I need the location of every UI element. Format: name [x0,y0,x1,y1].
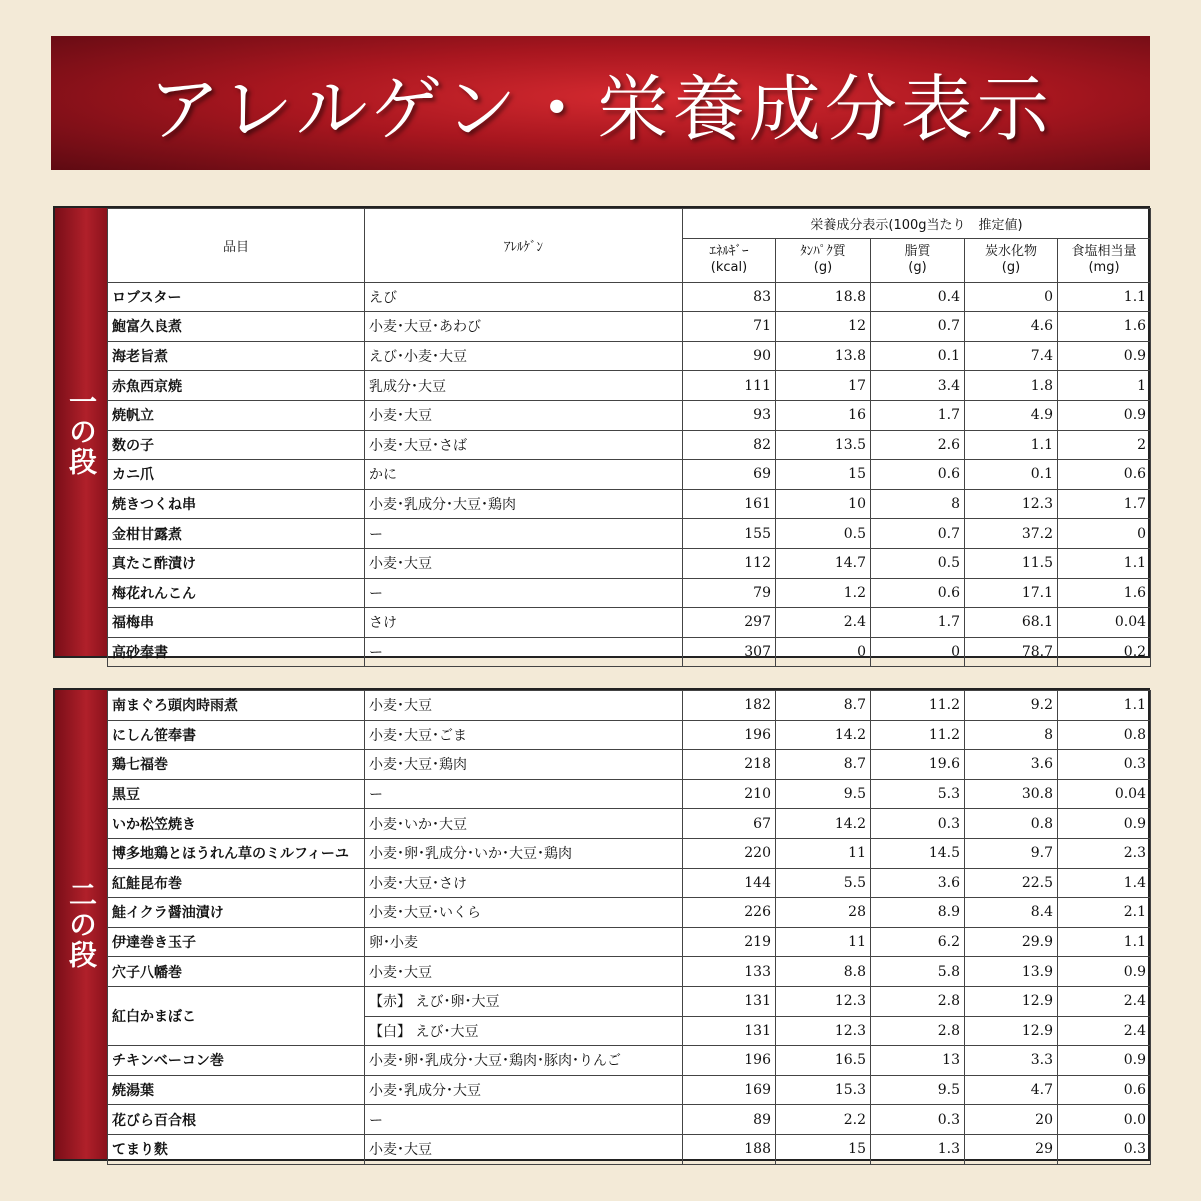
carb-cell: 9.2 [965,691,1058,721]
salt-cell: 0 [1058,519,1151,549]
fat-cell: 11.2 [871,691,965,721]
allergen-cell: 【赤】 えび･卵･大豆 [365,986,683,1016]
protein-cell: 8.7 [776,691,871,721]
salt-cell: 0.8 [1058,720,1151,750]
allergen-cell: 小麦･卵･乳成分･大豆･鶏肉･豚肉･りんご [365,1046,683,1076]
item-name: いか松笠焼き [108,809,365,839]
table-row [108,430,1151,460]
protein-cell: 9.5 [776,779,871,809]
carb-cell: 8.4 [965,898,1058,928]
table-row [108,986,1151,1016]
salt-cell: 0.3 [1058,1134,1151,1164]
salt-cell: 2.4 [1058,1016,1151,1046]
item-name: 梅花れんこん [108,578,365,608]
energy-cell: 161 [683,489,776,519]
carb-cell: 9.7 [965,838,1058,868]
item-name: 花びら百合根 [108,1105,365,1135]
header-salt: 食塩相当量 (mg) [1058,238,1151,282]
allergen-cell: 小麦･いか･大豆 [365,809,683,839]
section-ni [53,688,1150,1161]
protein-cell: 12 [776,312,871,342]
carb-cell: 12.3 [965,489,1058,519]
salt-cell: 1.1 [1058,927,1151,957]
salt-cell: 1.1 [1058,548,1151,578]
salt-cell: 1.6 [1058,312,1151,342]
energy-cell: 131 [683,1016,776,1046]
allergen-cell: 【白】 えび･大豆 [365,1016,683,1046]
protein-cell: 16.5 [776,1046,871,1076]
carb-cell: 78.7 [965,637,1058,667]
allergen-cell: ー [365,637,683,667]
protein-cell: 28 [776,898,871,928]
allergen-cell: えび･小麦･大豆 [365,341,683,371]
salt-cell: 1.4 [1058,868,1151,898]
fat-cell: 0.6 [871,578,965,608]
allergen-cell: ー [365,578,683,608]
carb-cell: 4.9 [965,400,1058,430]
allergen-cell: 小麦･卵･乳成分･いか･大豆･鶏肉 [365,838,683,868]
item-name: 真たこ酢漬け [108,548,365,578]
energy-cell: 71 [683,312,776,342]
protein-cell: 15 [776,460,871,490]
energy-cell: 90 [683,341,776,371]
nutrition-table-ni [107,690,1151,1165]
item-name: にしん笹奉書 [108,720,365,750]
energy-cell: 133 [683,957,776,987]
allergen-cell: 小麦･大豆 [365,957,683,987]
item-name: 焼帆立 [108,400,365,430]
table-row [108,578,1151,608]
energy-cell: 226 [683,898,776,928]
salt-cell: 2.4 [1058,986,1151,1016]
carb-cell: 0.8 [965,809,1058,839]
table-row [108,868,1151,898]
fat-cell: 0 [871,637,965,667]
protein-cell: 11 [776,927,871,957]
allergen-cell: 小麦･乳成分･大豆 [365,1075,683,1105]
salt-cell: 0.6 [1058,1075,1151,1105]
energy-cell: 89 [683,1105,776,1135]
salt-cell: 0.6 [1058,460,1151,490]
energy-cell: 131 [683,986,776,1016]
energy-cell: 69 [683,460,776,490]
table-row [108,282,1151,312]
salt-cell: 0.2 [1058,637,1151,667]
table-row [108,720,1151,750]
energy-cell: 307 [683,637,776,667]
allergen-cell: 小麦･大豆 [365,548,683,578]
protein-cell: 8.7 [776,750,871,780]
carb-cell: 12.9 [965,986,1058,1016]
table-row [108,691,1151,721]
allergen-cell: 小麦･大豆･鶏肉 [365,750,683,780]
item-name: 数の子 [108,430,365,460]
fat-cell: 8 [871,489,965,519]
fat-cell: 0.3 [871,809,965,839]
fat-cell: 3.6 [871,868,965,898]
carb-cell: 22.5 [965,868,1058,898]
table-row [108,341,1151,371]
header-allergen: ｱﾚﾙｹﾞﾝ [365,209,683,283]
carb-cell: 0 [965,282,1058,312]
energy-cell: 169 [683,1075,776,1105]
carb-cell: 12.9 [965,1016,1058,1046]
carb-cell: 11.5 [965,548,1058,578]
fat-cell: 0.7 [871,312,965,342]
carb-cell: 4.6 [965,312,1058,342]
page-title: アレルゲン・栄養成分表示 [148,67,1053,151]
protein-cell: 14.7 [776,548,871,578]
fat-cell: 0.4 [871,282,965,312]
protein-cell: 12.3 [776,1016,871,1046]
fat-cell: 5.3 [871,779,965,809]
carb-cell: 1.1 [965,430,1058,460]
fat-cell: 1.7 [871,400,965,430]
salt-cell: 1.7 [1058,489,1151,519]
table-row [108,957,1151,987]
energy-cell: 220 [683,838,776,868]
item-name: 海老旨煮 [108,341,365,371]
allergen-cell: 小麦･大豆･いくら [365,898,683,928]
allergen-cell: ー [365,519,683,549]
fat-cell: 3.4 [871,371,965,401]
protein-cell: 12.3 [776,986,871,1016]
protein-cell: 17 [776,371,871,401]
carb-cell: 1.8 [965,371,1058,401]
item-name: 高砂奉書 [108,637,365,667]
carb-cell: 4.7 [965,1075,1058,1105]
carb-cell: 68.1 [965,608,1058,638]
header-carb: 炭水化物 (g) [965,238,1058,282]
item-name: 博多地鶏とほうれん草のミルフィーユ [108,838,365,868]
protein-cell: 2.2 [776,1105,871,1135]
section-ichi [53,206,1150,662]
fat-cell: 9.5 [871,1075,965,1105]
energy-cell: 112 [683,548,776,578]
fat-cell: 0.1 [871,341,965,371]
table-row [108,519,1151,549]
header-protein: ﾀﾝﾊﾟｸ質 (g) [776,238,871,282]
title-banner [51,36,1150,170]
table-body-ichi [108,282,1151,667]
item-name: 金柑甘露煮 [108,519,365,549]
carb-cell: 37.2 [965,519,1058,549]
item-name: 黒豆 [108,779,365,809]
item-name: 焼湯葉 [108,1075,365,1105]
item-name: カニ爪 [108,460,365,490]
energy-cell: 155 [683,519,776,549]
salt-cell: 0.9 [1058,400,1151,430]
protein-cell: 15 [776,1134,871,1164]
salt-cell: 0.9 [1058,809,1151,839]
carb-cell: 17.1 [965,578,1058,608]
fat-cell: 2.8 [871,986,965,1016]
item-name: 南まぐろ頭肉時雨煮 [108,691,365,721]
salt-cell: 2 [1058,430,1151,460]
fat-cell: 0.6 [871,460,965,490]
carb-cell: 3.3 [965,1046,1058,1076]
item-name: 紅白かまぼこ [108,986,365,1045]
item-name: 鮑富久良煮 [108,312,365,342]
salt-cell: 1.6 [1058,578,1151,608]
table-row [108,927,1151,957]
protein-cell: 8.8 [776,957,871,987]
protein-cell: 14.2 [776,720,871,750]
fat-cell: 14.5 [871,838,965,868]
table-row [108,312,1151,342]
salt-cell: 2.1 [1058,898,1151,928]
fat-cell: 13 [871,1046,965,1076]
table-body-ni [108,691,1151,1165]
carb-cell: 3.6 [965,750,1058,780]
energy-cell: 196 [683,720,776,750]
allergen-cell: 小麦･乳成分･大豆･鶏肉 [365,489,683,519]
table-row [108,400,1151,430]
protein-cell: 13.8 [776,341,871,371]
allergen-cell: 小麦･大豆･ごま [365,720,683,750]
energy-cell: 111 [683,371,776,401]
protein-cell: 1.2 [776,578,871,608]
energy-cell: 144 [683,868,776,898]
table-row [108,489,1151,519]
allergen-cell: ー [365,1105,683,1135]
protein-cell: 18.8 [776,282,871,312]
carb-cell: 29.9 [965,927,1058,957]
table-row [108,1134,1151,1164]
table-row [108,608,1151,638]
allergen-cell: 乳成分･大豆 [365,371,683,401]
energy-cell: 182 [683,691,776,721]
table-row [108,1105,1151,1135]
salt-cell: 0.9 [1058,957,1151,987]
fat-cell: 19.6 [871,750,965,780]
fat-cell: 11.2 [871,720,965,750]
protein-cell: 0 [776,637,871,667]
header-fat: 脂質 (g) [871,238,965,282]
carb-cell: 7.4 [965,341,1058,371]
allergen-cell: 小麦･大豆 [365,1134,683,1164]
item-name: 福梅串 [108,608,365,638]
table-row [108,1046,1151,1076]
allergen-cell: 小麦･大豆 [365,400,683,430]
table-row [108,750,1151,780]
protein-cell: 15.3 [776,1075,871,1105]
energy-cell: 196 [683,1046,776,1076]
salt-cell: 1.1 [1058,282,1151,312]
protein-cell: 14.2 [776,809,871,839]
nutrition-table-ichi [107,208,1151,667]
table-row [108,779,1151,809]
allergen-cell: 卵･小麦 [365,927,683,957]
energy-cell: 93 [683,400,776,430]
salt-cell: 0.9 [1058,341,1151,371]
protein-cell: 10 [776,489,871,519]
item-name: チキンベーコン巻 [108,1046,365,1076]
fat-cell: 5.8 [871,957,965,987]
item-name: ロブスター [108,282,365,312]
allergen-cell: さけ [365,608,683,638]
allergen-cell: ー [365,779,683,809]
energy-cell: 219 [683,927,776,957]
salt-cell: 0.9 [1058,1046,1151,1076]
table-row [108,371,1151,401]
fat-cell: 0.7 [871,519,965,549]
salt-cell: 1 [1058,371,1151,401]
carb-cell: 30.8 [965,779,1058,809]
salt-cell: 0.04 [1058,779,1151,809]
salt-cell: 0.04 [1058,608,1151,638]
item-name: 赤魚西京焼 [108,371,365,401]
item-name: 鮭イクラ醤油漬け [108,898,365,928]
carb-cell: 29 [965,1134,1058,1164]
energy-cell: 79 [683,578,776,608]
energy-cell: 67 [683,809,776,839]
item-name: てまり麩 [108,1134,365,1164]
item-name: 鶏七福巻 [108,750,365,780]
energy-cell: 82 [683,430,776,460]
table-row [108,809,1151,839]
table-row [108,637,1151,667]
allergen-cell: えび [365,282,683,312]
table-row [108,898,1151,928]
fat-cell: 0.5 [871,548,965,578]
salt-cell: 2.3 [1058,838,1151,868]
allergen-cell: 小麦･大豆 [365,691,683,721]
protein-cell: 5.5 [776,868,871,898]
protein-cell: 11 [776,838,871,868]
allergen-cell: 小麦･大豆･さけ [365,868,683,898]
header-item: 品目 [108,209,365,283]
allergen-cell: かに [365,460,683,490]
allergen-cell: 小麦･大豆･さば [365,430,683,460]
item-name: 紅鮭昆布巻 [108,868,365,898]
carb-cell: 0.1 [965,460,1058,490]
header-nutrition-group: 栄養成分表示(100g当たり 推定値) [683,209,1151,239]
salt-cell: 1.1 [1058,691,1151,721]
salt-cell: 0.3 [1058,750,1151,780]
fat-cell: 1.3 [871,1134,965,1164]
carb-cell: 13.9 [965,957,1058,987]
fat-cell: 6.2 [871,927,965,957]
energy-cell: 210 [683,779,776,809]
section-label: 一の段 [55,208,107,656]
salt-cell: 0.0 [1058,1105,1151,1135]
carb-cell: 20 [965,1105,1058,1135]
section-label: 二の段 [55,690,107,1159]
energy-cell: 218 [683,750,776,780]
table-row [108,548,1151,578]
carb-cell: 8 [965,720,1058,750]
item-name: 伊達巻き玉子 [108,927,365,957]
fat-cell: 8.9 [871,898,965,928]
item-name: 焼きつくね串 [108,489,365,519]
fat-cell: 2.8 [871,1016,965,1046]
energy-cell: 83 [683,282,776,312]
fat-cell: 2.6 [871,430,965,460]
table-row [108,460,1151,490]
energy-cell: 297 [683,608,776,638]
allergen-cell: 小麦･大豆･あわび [365,312,683,342]
fat-cell: 1.7 [871,608,965,638]
item-name: 穴子八幡巻 [108,957,365,987]
table-row [108,838,1151,868]
energy-cell: 188 [683,1134,776,1164]
fat-cell: 0.3 [871,1105,965,1135]
protein-cell: 16 [776,400,871,430]
protein-cell: 13.5 [776,430,871,460]
header-energy: ｴﾈﾙｷﾞｰ (kcal) [683,238,776,282]
protein-cell: 0.5 [776,519,871,549]
protein-cell: 2.4 [776,608,871,638]
table-row [108,1075,1151,1105]
